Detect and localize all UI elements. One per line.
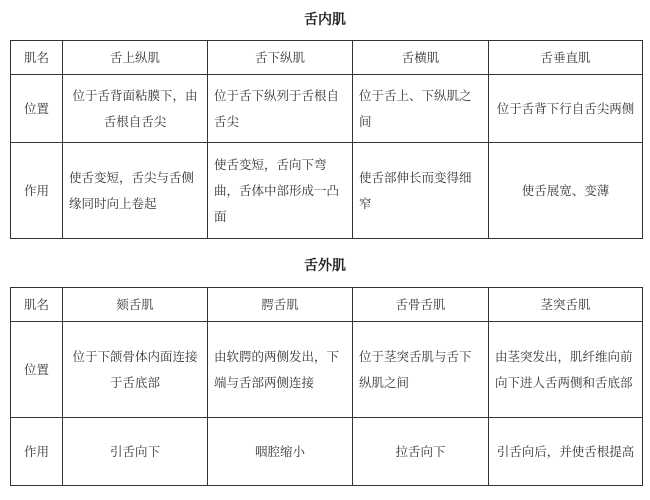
table-header-row — [11, 288, 643, 322]
table-cell: 位于舌上、下纵肌之间 — [353, 75, 489, 143]
table-cell: 使舌变短，舌尖与舌侧缘同时向上卷起 — [63, 143, 208, 239]
extrinsic-muscles-table — [10, 287, 643, 486]
column-header: 肌名 — [11, 41, 63, 75]
table-cell: 由软腭的两侧发出，下端与舌部两侧连接 — [208, 322, 353, 418]
column-header: 舌横肌 — [353, 41, 489, 75]
column-header: 腭舌肌 — [208, 288, 353, 322]
column-header: 舌骨舌肌 — [353, 288, 489, 322]
column-header: 肌名 — [11, 288, 63, 322]
table-row — [11, 322, 643, 418]
table-cell: 位于舌下纵列于舌根自舌尖 — [208, 75, 353, 143]
table-row — [11, 418, 643, 486]
intrinsic-title: 舌内肌 — [304, 12, 346, 28]
column-header: 舌垂直肌 — [489, 41, 643, 75]
table-cell: 位于舌背下行自舌尖两侧 — [489, 75, 643, 143]
table-cell: 位于茎突舌肌与舌下纵肌之间 — [353, 322, 489, 418]
column-header: 茎突舌肌 — [489, 288, 643, 322]
table-cell: 使舌变短，舌向下弯曲，舌体中部形成一凸面 — [208, 143, 353, 239]
table-row — [11, 143, 643, 239]
table-cell: 咽腔缩小 — [208, 418, 353, 486]
column-header: 颏舌肌 — [63, 288, 208, 322]
table-cell: 使舌展宽、变薄 — [489, 143, 643, 239]
table-header-row — [11, 41, 643, 75]
row-label: 位置 — [11, 322, 63, 418]
intrinsic-muscles-table — [10, 40, 643, 239]
extrinsic-title: 舌外肌 — [304, 258, 346, 274]
table-cell: 引舌向后，并使舌根提高 — [489, 418, 643, 486]
column-header: 舌下纵肌 — [208, 41, 353, 75]
table-cell: 使舌部伸长而变得细窄 — [353, 143, 489, 239]
column-header: 舌上纵肌 — [63, 41, 208, 75]
row-label: 位置 — [11, 75, 63, 143]
row-label: 作用 — [11, 418, 63, 486]
table-cell: 拉舌向下 — [353, 418, 489, 486]
table-cell: 由茎突发出，肌纤维向前向下进人舌两侧和舌底部 — [489, 322, 643, 418]
table-cell: 引舌向下 — [63, 418, 208, 486]
table-cell: 位于下颌骨体内面连接于舌底部 — [63, 322, 208, 418]
table-cell: 位于舌背面粘膜下，由舌根自舌尖 — [63, 75, 208, 143]
table-row — [11, 75, 643, 143]
row-label: 作用 — [11, 143, 63, 239]
